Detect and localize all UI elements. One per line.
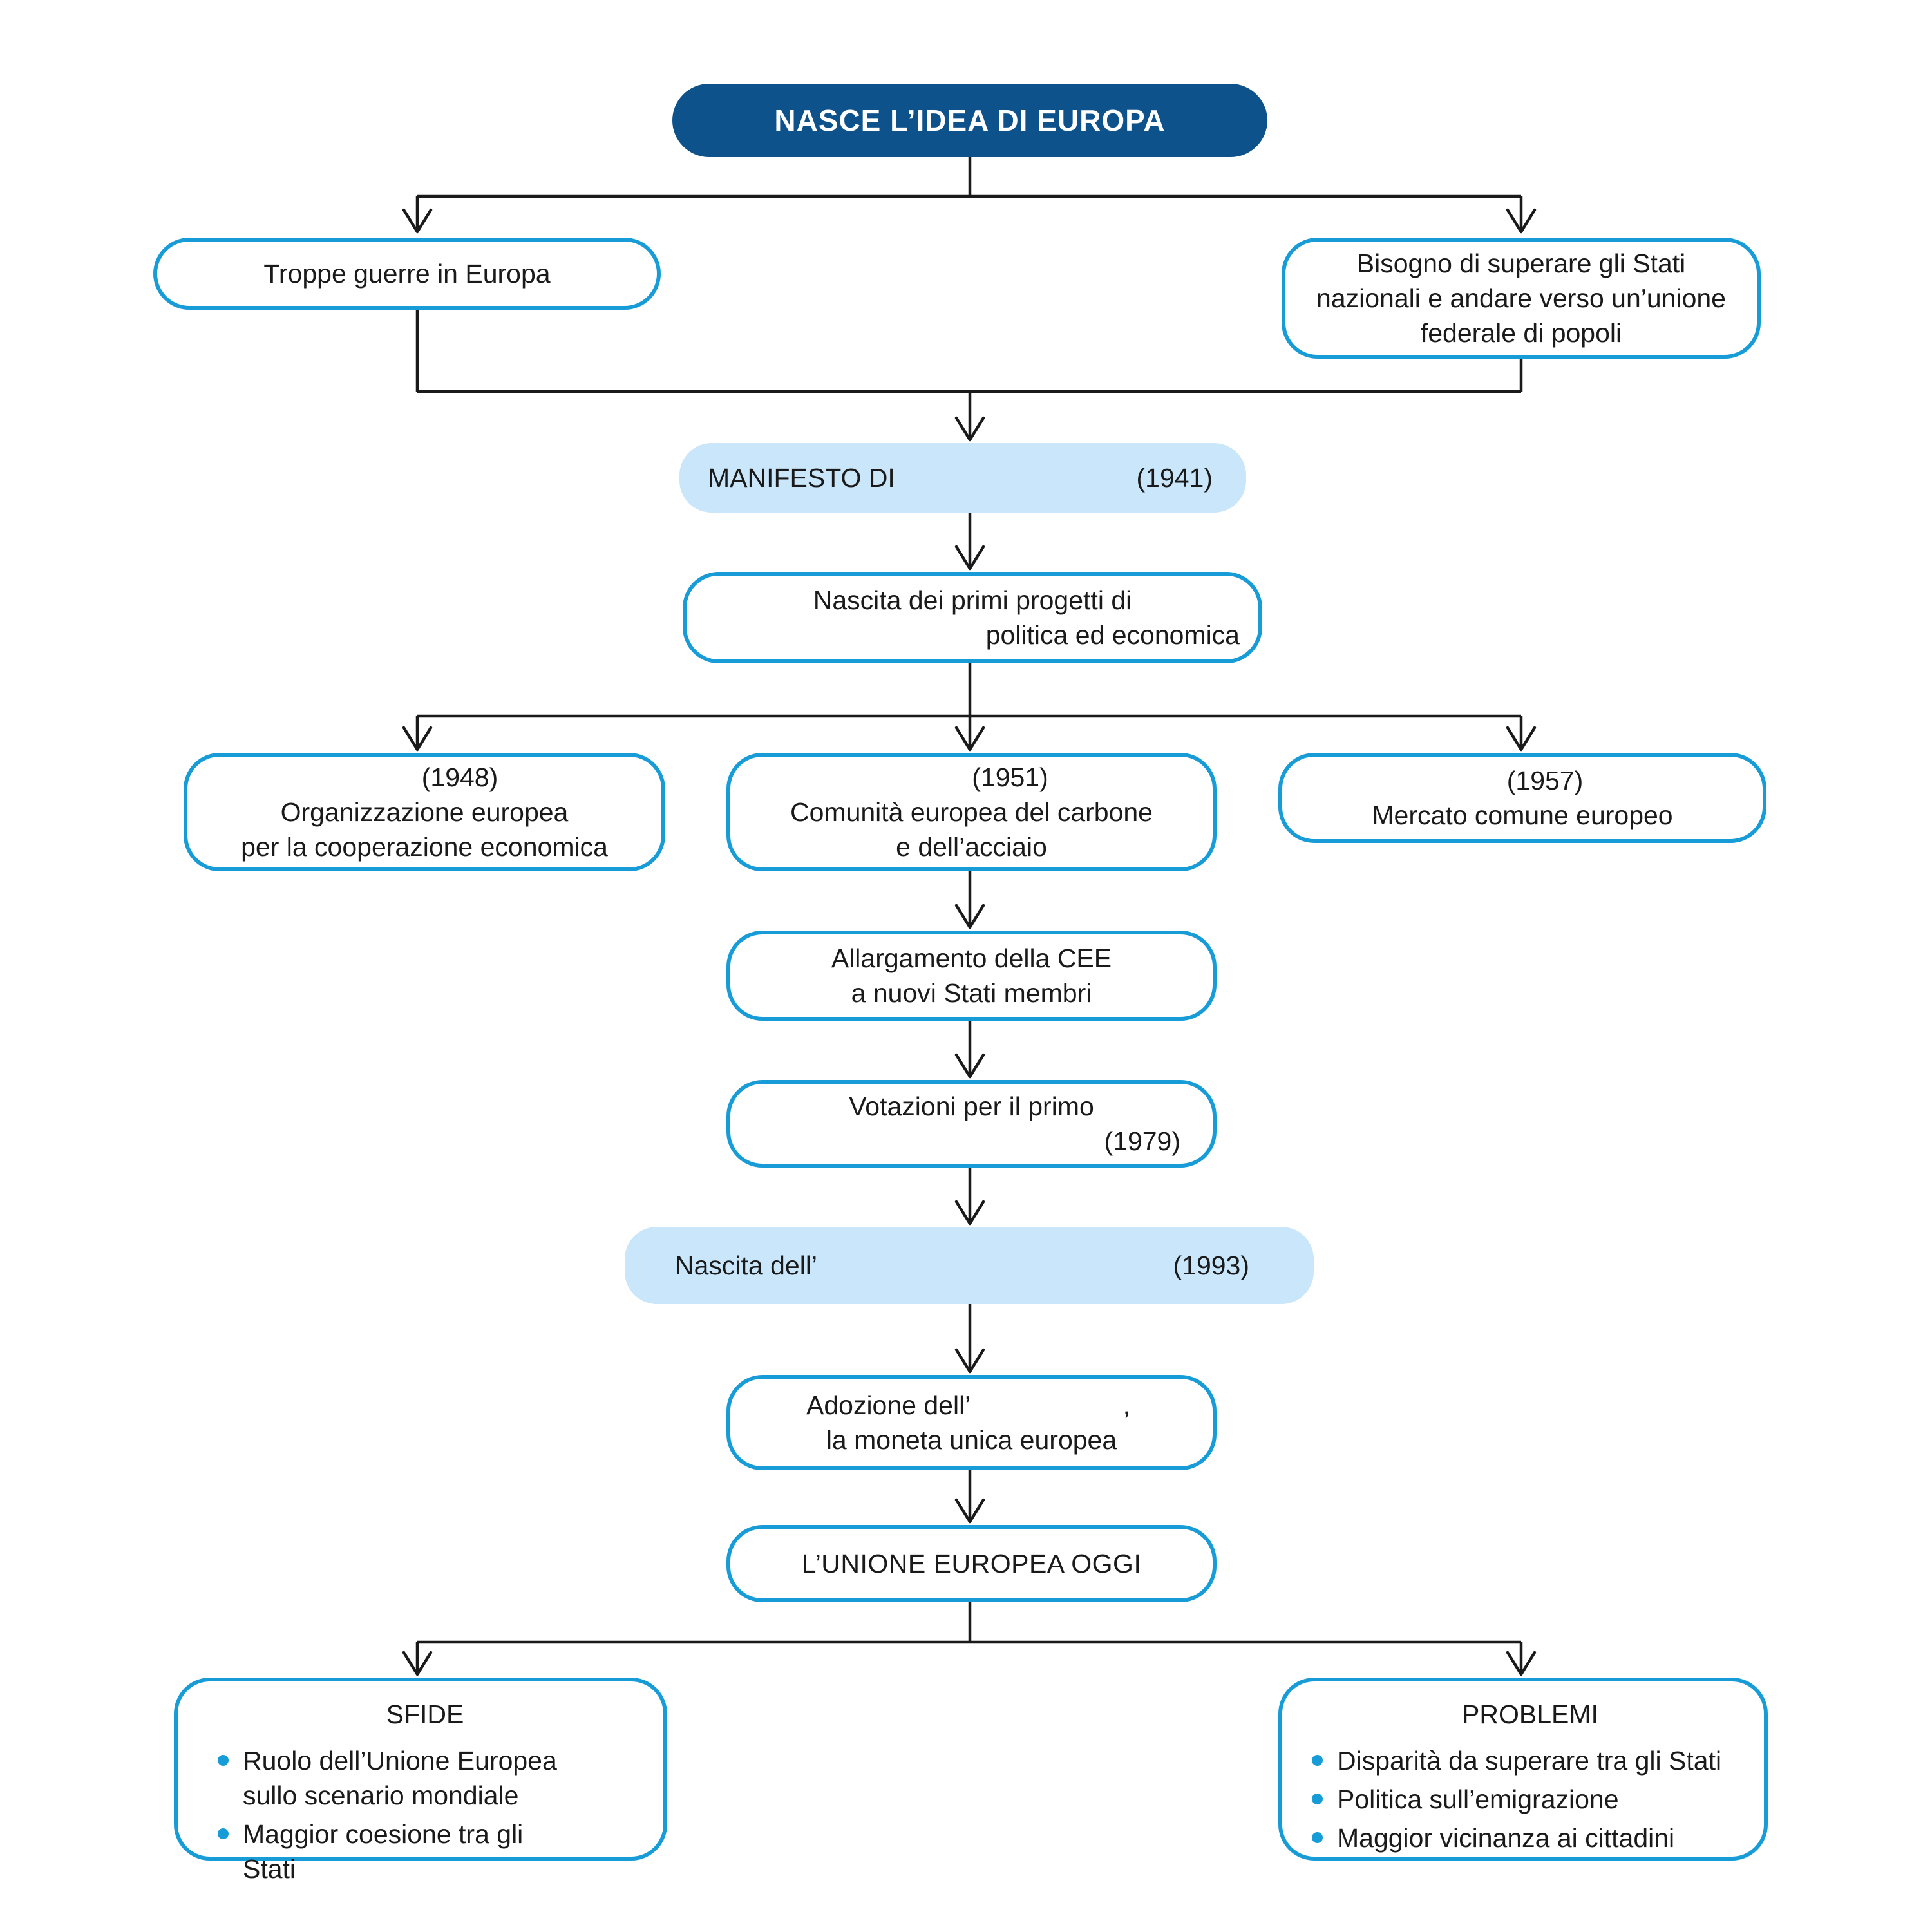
bullet-dot-icon [1312, 1794, 1323, 1804]
bullet-dot-icon [218, 1755, 229, 1766]
node-line1: Mercato comune europeo [1372, 800, 1673, 830]
list-item-text: Disparità da superare tra gli Stati [1337, 1746, 1722, 1776]
node-sfide [174, 1678, 667, 1884]
node-votazioni-1979 [726, 1080, 1217, 1168]
node-nascita-ue-1993 [625, 1227, 1314, 1304]
node-1957-mercato-comune [1278, 753, 1766, 843]
node-line2: la moneta unica europea [826, 1425, 1117, 1455]
node-year: (1993) [1173, 1250, 1249, 1280]
node-line2: politica ed economica [985, 620, 1240, 650]
node-year: (1948) [421, 762, 498, 792]
list-item [218, 1817, 632, 1886]
node-label: Nascita dell’ [675, 1250, 818, 1280]
node-unione-europea-oggi [726, 1525, 1217, 1602]
list-title: SFIDE [386, 1700, 464, 1729]
bullet-dot-icon [1312, 1832, 1323, 1843]
node-manifesto-1941 [679, 443, 1246, 513]
list-item [1312, 1821, 1748, 1855]
list-item [218, 1743, 632, 1813]
node-line1-text: Adozione dell’ [806, 1390, 971, 1420]
node-line1: Organizzazione europea [280, 797, 569, 827]
node-year: (1957) [1506, 765, 1584, 795]
node-line1: Votazioni per il primo [849, 1091, 1094, 1121]
list-item-text: Maggior coesione tra gli Stati [243, 1819, 524, 1884]
title-node [672, 84, 1267, 157]
node-year: (1951) [972, 762, 1048, 792]
node-adozione-moneta [726, 1375, 1217, 1470]
list-item [1312, 1743, 1748, 1778]
list-item-text: Politica sull’emigrazione [1337, 1785, 1619, 1815]
node-line1-comma: , [1122, 1390, 1130, 1420]
node-year: (1979) [1104, 1126, 1180, 1156]
node-allargamento-cee [726, 931, 1217, 1021]
node-line2: a nuovi Stati membri [851, 978, 1092, 1008]
node-bisogno-superare [1282, 238, 1761, 359]
node-line1: Allargamento della CEE [831, 943, 1112, 973]
node-line2: per la cooperazione economica [241, 832, 608, 862]
node-text: Troppe guerre in Europa [263, 258, 551, 289]
manifesto-year: (1941) [1136, 462, 1213, 493]
node-1951-ceca [726, 753, 1217, 871]
node-text: L’UNIONE EUROPEA OGGI [801, 1548, 1142, 1578]
node-line1 [730, 1388, 1213, 1423]
node-problemi [1278, 1678, 1768, 1861]
bullet-dot-icon [1312, 1755, 1323, 1766]
node-line1: Nascita dei primi progetti di [813, 585, 1132, 615]
bullet-dot-icon [218, 1828, 229, 1839]
node-line1: Comunità europea del carbone [790, 797, 1153, 827]
node-troppe-guerre [153, 238, 661, 310]
node-text: Bisogno di superare gli Stati nazionali e andare verso un’unione federale di popoli [1316, 248, 1726, 348]
list-item [1312, 1782, 1748, 1817]
list-item-text: Maggior vicinanza ai cittadini [1337, 1823, 1675, 1853]
list-title: PROBLEMI [1462, 1700, 1598, 1729]
title-text: NASCE L’IDEA DI EUROPA [774, 103, 1166, 137]
node-1948-oece [184, 753, 665, 871]
node-line2: e dell’acciaio [896, 832, 1047, 862]
node-primi-progetti [683, 572, 1262, 663]
list-item-text: Ruolo dell’Unione Europea sullo scenario mondiale [243, 1746, 557, 1811]
manifesto-label: MANIFESTO DI [708, 462, 895, 493]
